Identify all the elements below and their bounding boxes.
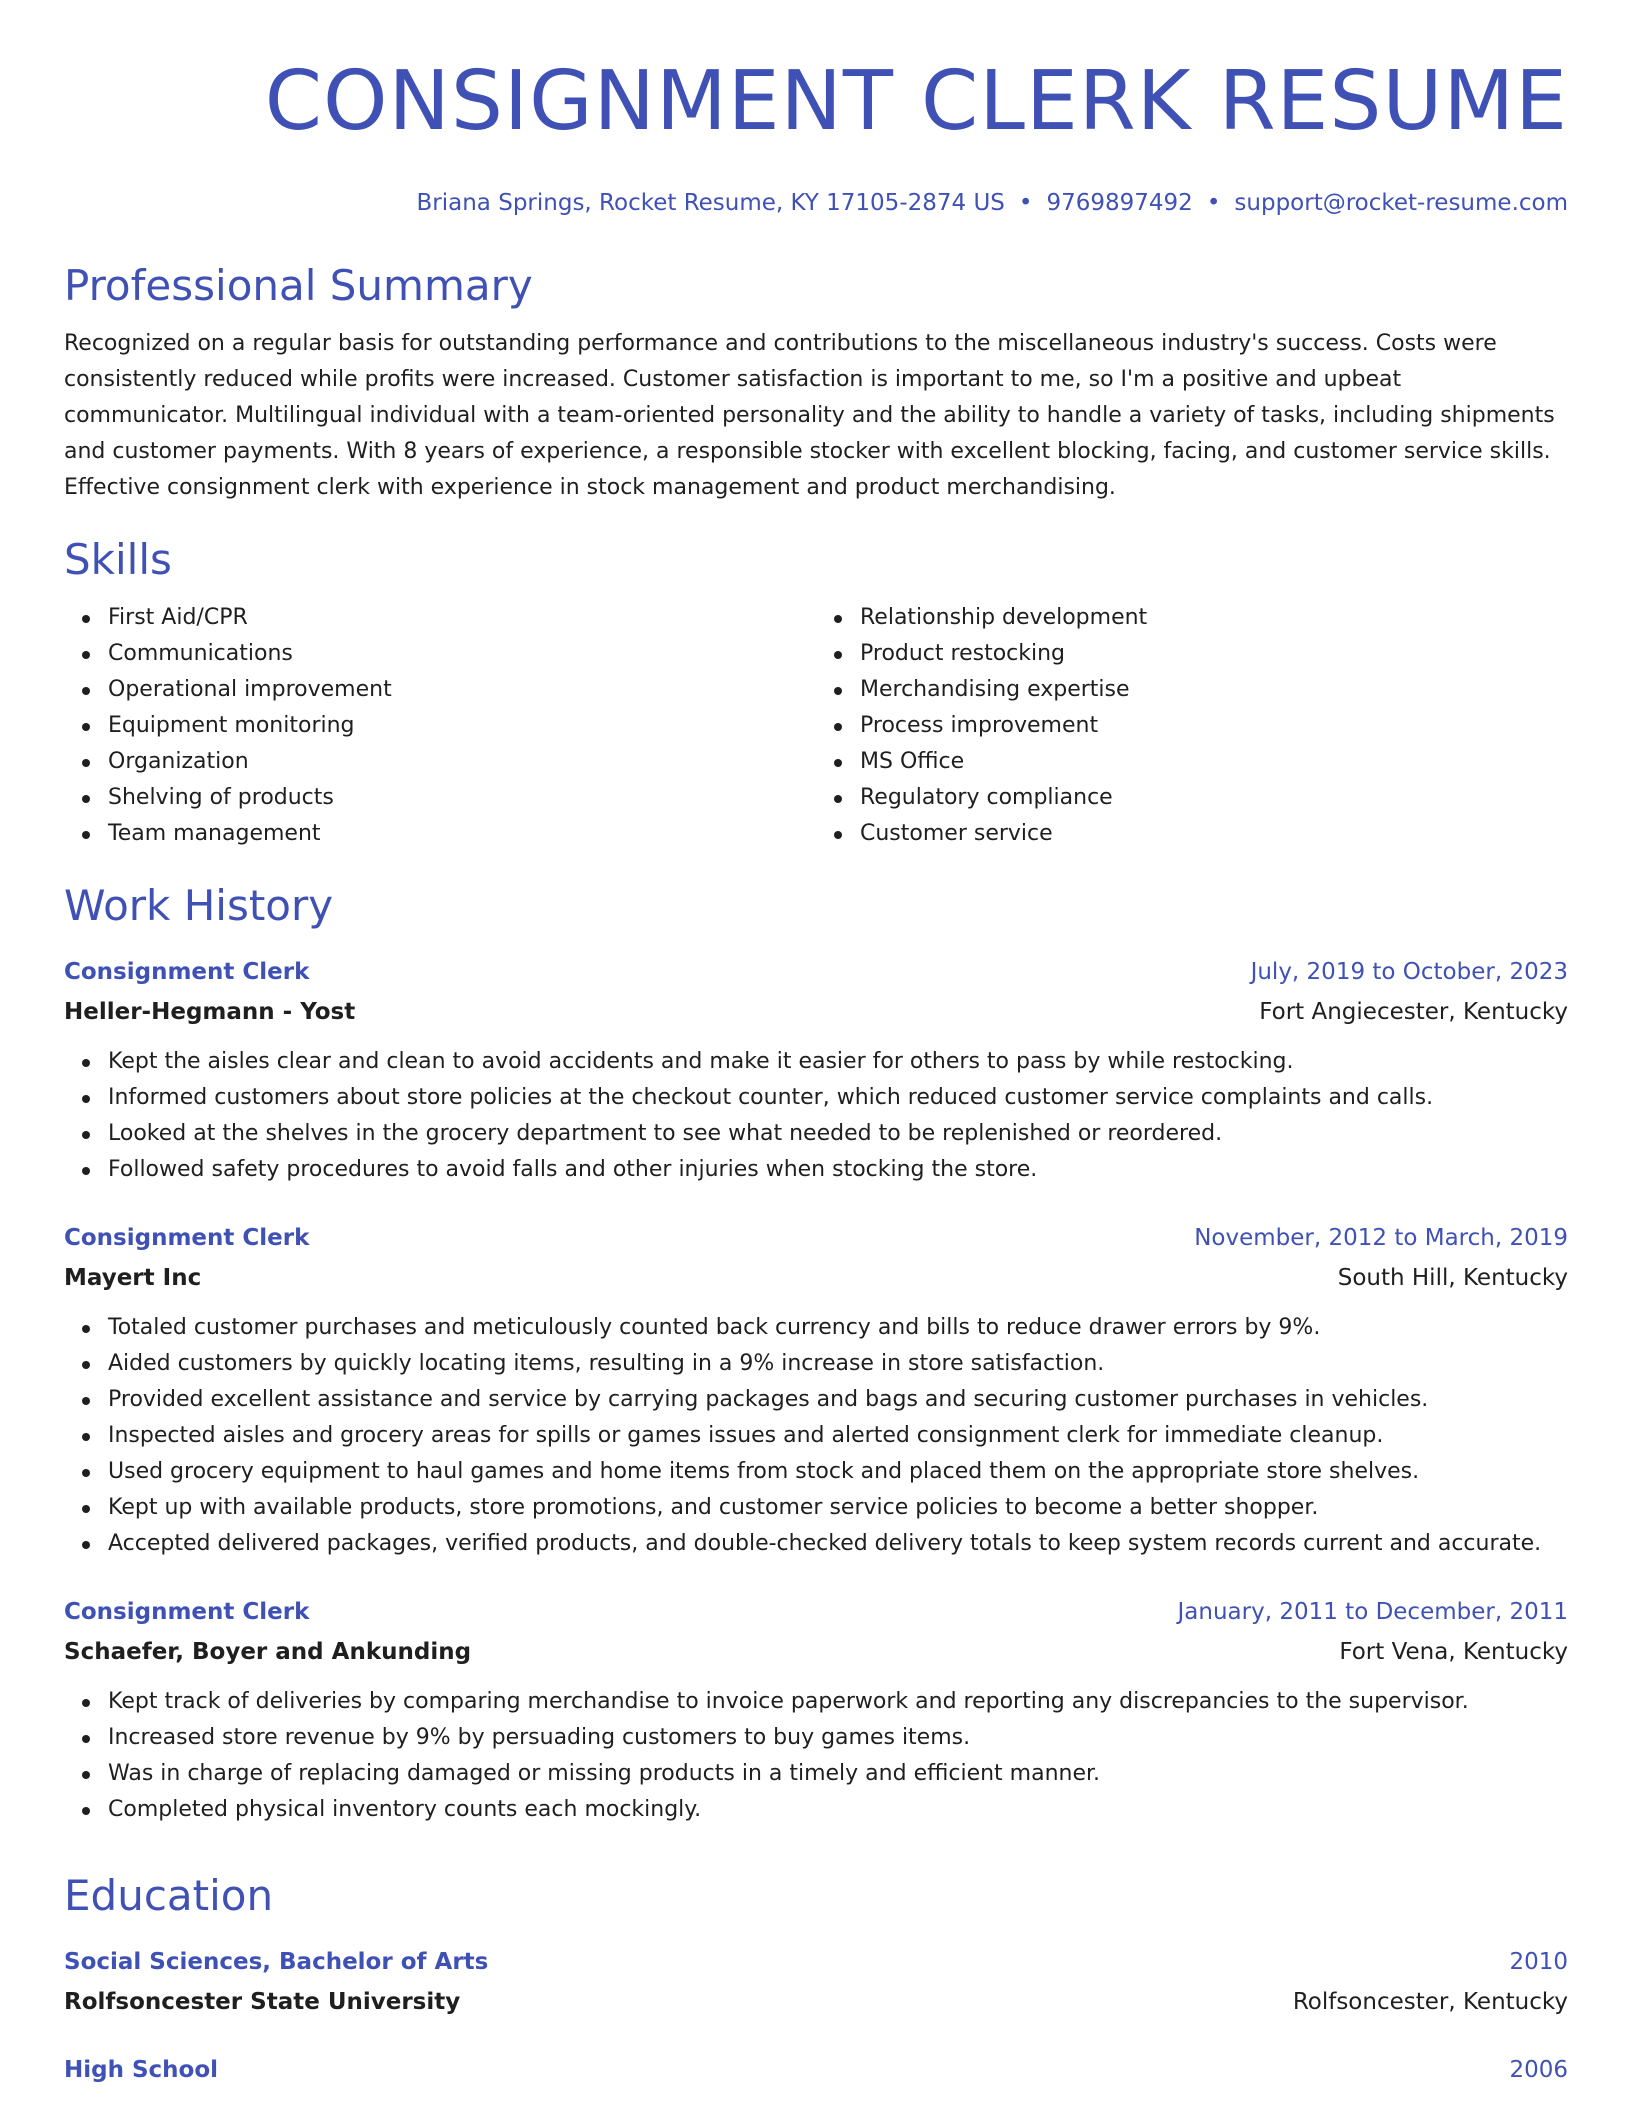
education-heading: Education <box>64 1871 274 1920</box>
education-degree: Social Sciences, Bachelor of Arts <box>64 1949 489 1975</box>
skills-column-right <box>816 600 1568 852</box>
job-bullet: Was in charge of replacing damaged or missing products in a timely and efficient manner. <box>108 1756 1568 1792</box>
job-bullet: Completed physical inventory counts each mockingly. <box>108 1792 1568 1828</box>
job-bullets <box>64 1044 1568 1188</box>
job-company: Heller-Hegmann - Yost <box>64 999 356 1025</box>
contact-phone: 9769897492 <box>1046 190 1193 216</box>
job-entry <box>64 1218 1568 1562</box>
job-bullet: Looked at the shelves in the grocery department to see what needed to be replenished or reordered. <box>108 1116 1568 1152</box>
work-history-heading: Work History <box>64 881 334 930</box>
job-bullet: Increased store revenue by 9% by persuading customers to buy games items. <box>108 1720 1568 1756</box>
job-bullet: Accepted delivered packages, verified products, and double-checked delivery totals to keep system records current and accurate. <box>108 1526 1568 1562</box>
skills-column-left <box>64 600 816 852</box>
skill-item: Team management <box>108 816 816 852</box>
job-title: Consignment Clerk <box>64 959 310 985</box>
skill-item: Communications <box>108 636 816 672</box>
skill-item: Shelving of products <box>108 780 816 816</box>
job-bullet: Provided excellent assistance and service by carrying packages and bags and securing customer purchases in vehicles. <box>108 1382 1568 1418</box>
resume-title: CONSIGNMENT CLERK RESUME <box>264 54 1568 149</box>
education-year: 2006 <box>1509 2057 1568 2083</box>
skill-item: Relationship development <box>860 600 1568 636</box>
education-entry <box>64 1942 1568 2022</box>
education-school: Rolfsoncester State University <box>64 1989 461 2015</box>
skill-item: Process improvement <box>860 708 1568 744</box>
skills-list <box>64 600 1568 852</box>
job-bullet: Informed customers about store policies at the checkout counter, which reduced customer service complaints and calls. <box>108 1080 1568 1116</box>
job-dates: July, 2019 to October, 2023 <box>1250 959 1568 985</box>
job-bullet: Kept the aisles clear and clean to avoid accidents and make it easier for others to pass by while restocking. <box>108 1044 1568 1080</box>
education-degree: High School <box>64 2057 219 2083</box>
job-bullet: Followed safety procedures to avoid falls and other injuries when stocking the store. <box>108 1152 1568 1188</box>
skill-item: Merchandising expertise <box>860 672 1568 708</box>
job-bullet: Used grocery equipment to haul games and home items from stock and placed them on the appropriate store shelves. <box>108 1454 1568 1490</box>
skill-item: Product restocking <box>860 636 1568 672</box>
contact-separator: • <box>1206 190 1221 216</box>
job-company: Schaefer, Boyer and Ankunding <box>64 1639 472 1665</box>
job-bullets <box>64 1310 1568 1562</box>
contact-separator: • <box>1018 190 1033 216</box>
job-location: South Hill, Kentucky <box>1337 1265 1568 1291</box>
job-dates: November, 2012 to March, 2019 <box>1194 1225 1568 1251</box>
education-location: Rolfsoncester, Kentucky <box>1292 1989 1568 2015</box>
education-year: 2010 <box>1509 1949 1568 1975</box>
job-bullet: Aided customers by quickly locating items, resulting in a 9% increase in store satisfaction. <box>108 1346 1568 1382</box>
skill-item: Organization <box>108 744 816 780</box>
job-bullet: Inspected aisles and grocery areas for spills or games issues and alerted consignment clerk for immediate cleanup. <box>108 1418 1568 1454</box>
contact-address: Briana Springs, Rocket Resume, KY 17105-2874 US <box>416 190 1005 216</box>
skill-item: First Aid/CPR <box>108 600 816 636</box>
skill-item: Regulatory compliance <box>860 780 1568 816</box>
skill-item: Operational improvement <box>108 672 816 708</box>
job-title: Consignment Clerk <box>64 1599 310 1625</box>
job-title: Consignment Clerk <box>64 1225 310 1251</box>
job-entry <box>64 1592 1568 1828</box>
job-bullets <box>64 1684 1568 1828</box>
job-bullet: Kept track of deliveries by comparing merchandise to invoice paperwork and reporting any discrepancies to the supervisor. <box>108 1684 1568 1720</box>
job-location: Fort Vena, Kentucky <box>1339 1639 1568 1665</box>
job-bullet: Totaled customer purchases and meticulously counted back currency and bills to reduce drawer errors by 9%. <box>108 1310 1568 1346</box>
skills-heading: Skills <box>64 535 172 584</box>
job-dates: January, 2011 to December, 2011 <box>1177 1599 1568 1625</box>
skill-item: MS Office <box>860 744 1568 780</box>
education-entry <box>64 2050 1568 2090</box>
summary-text: Recognized on a regular basis for outstanding performance and contributions to the miscellaneous industry's success. Costs were consistently reduced while profits were increased. Customer satisfaction is important to me, so I'm a positive and upbeat communicator. Multilingual individual with a team-oriented personality and the ability to handle a variety of tasks, including shipments and customer payments. With 8 years of experience, a responsible stocker with excellent blocking, facing, and customer service skills. Effective consignment clerk with experience in stock management and product merchandising. <box>64 331 1555 500</box>
job-entry <box>64 952 1568 1188</box>
skill-item: Customer service <box>860 816 1568 852</box>
job-company: Mayert Inc <box>64 1265 202 1291</box>
summary-heading: Professional Summary <box>64 261 533 310</box>
skill-item: Equipment monitoring <box>108 708 816 744</box>
contact-email: support@rocket-resume.com <box>1234 190 1568 216</box>
job-bullet: Kept up with available products, store promotions, and customer service policies to become a better shopper. <box>108 1490 1568 1526</box>
job-location: Fort Angiecester, Kentucky <box>1259 999 1568 1025</box>
contact-line <box>64 186 1568 220</box>
